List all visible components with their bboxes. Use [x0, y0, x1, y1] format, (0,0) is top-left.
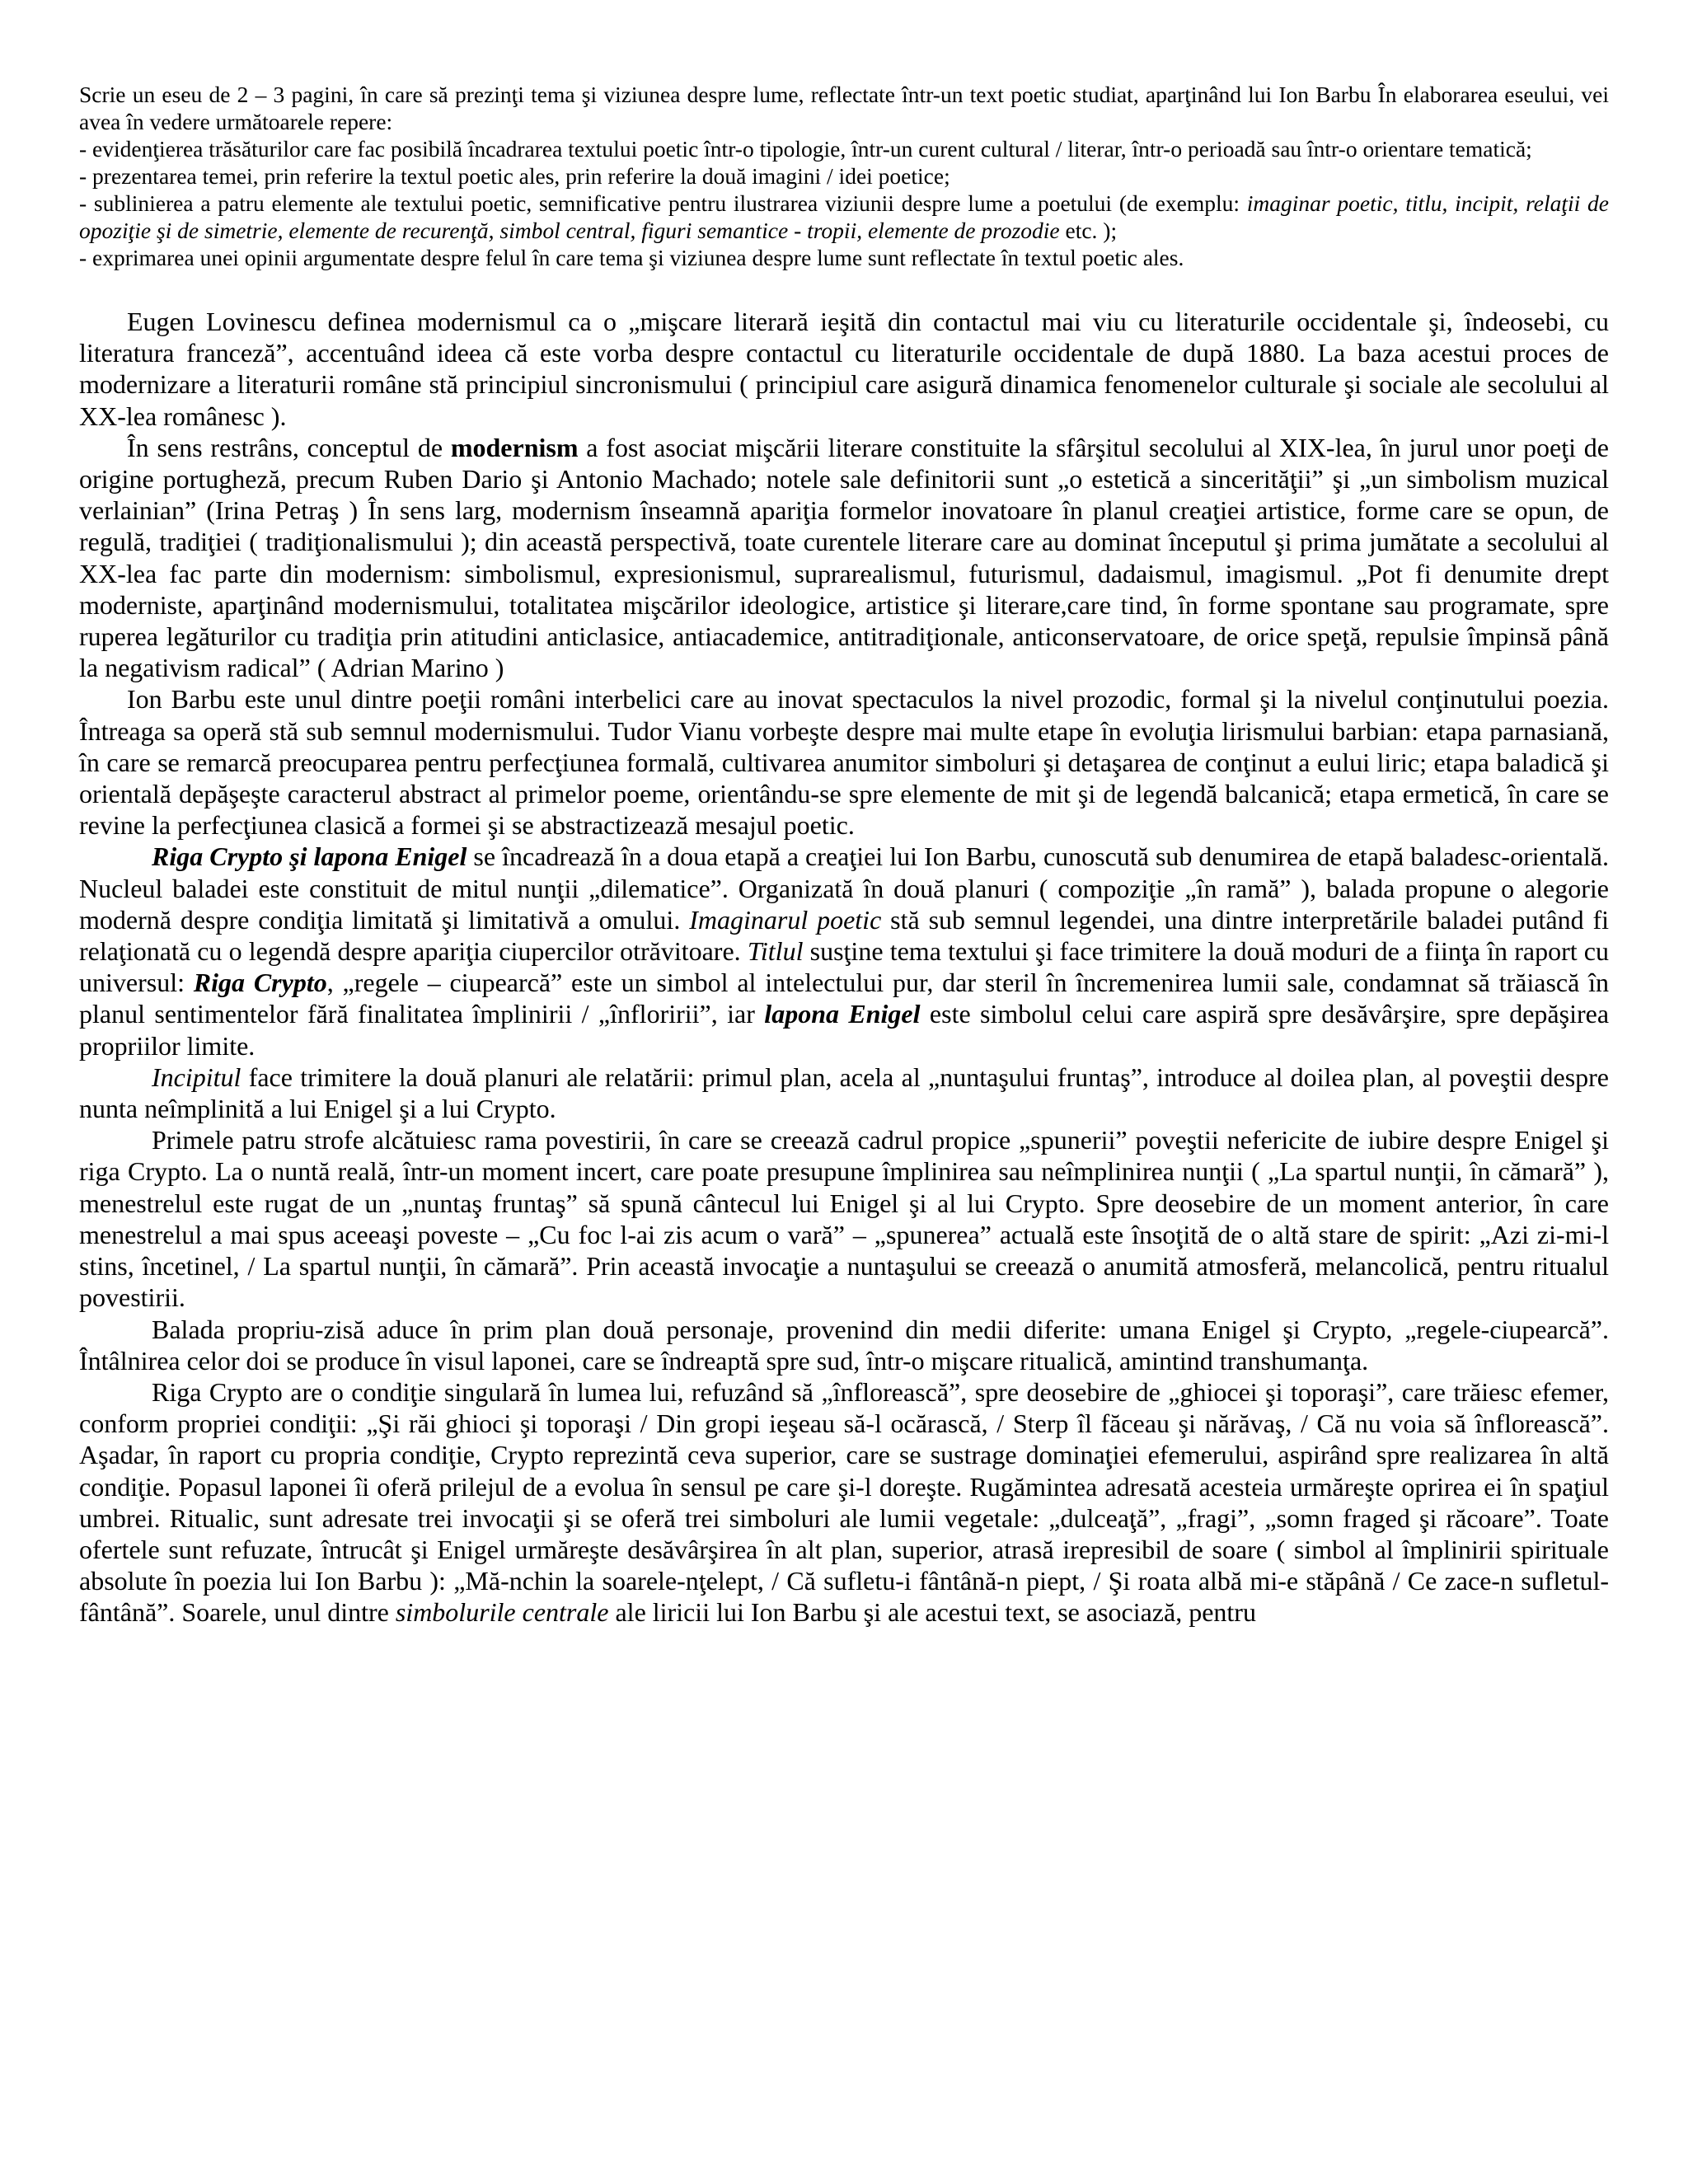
paragraph-4-part-a: se încadrează în a doua etapă a creaţiei lui Ion Barbu, cunoscută sub denumirea de etapă baladesc-orientală. Nucleul baladei este constituit de mitul nunţii „dilematice”. Organizată în două planuri ( compoziţie „în ramă” ), balada propune o alegorie modernă despre condiţia limitată şi limitativă a omului. [79, 841, 1610, 935]
modernism-term: modernism [450, 432, 579, 462]
paragraph-5 [79, 1062, 1609, 1124]
paragraph-8 [79, 1376, 1609, 1629]
titlul-term: Titlul [747, 936, 804, 967]
paragraph-2 [79, 432, 1609, 684]
essay-body [79, 306, 1609, 1629]
task-item-1: - evidenţierea trăsăturilor care fac posibilă încadrarea textului poetic într-o tipologie, într-un curent cultural / literar, într-o perioadă sau într-o orientare tematică; [79, 136, 1532, 162]
paragraph-5-rest: face trimitere la două planuri ale relatării: primul plan, acela al „nuntaşului fruntaş”, introduce al doilea plan, al poveştii despre nunta neîmplinită a lui Enigel şi a lui Crypto. [79, 1062, 1609, 1124]
task-item-3-examples: imaginar poetic, titlu, incipit, relaţii de opoziţie şi de simetrie, elemente de recurenţă, simbol central, figuri semantice - tropii, elemente de prozodie [79, 190, 1609, 243]
paragraph-7: Balada propriu-zisă aduce în prim plan două personaje, provenind din medii diferite: umana Enigel şi Crypto, „regele-ciupearcă”. Întâlnirea celor doi se produce în visul laponei, care se îndreaptă spre sud, într-o mişcare ritualică, amintind transhumanţa. [79, 1314, 1609, 1376]
poem-title: Riga Crypto şi lapona Enigel [152, 841, 467, 872]
paragraph-2-start: În sens restrâns, conceptul de [127, 432, 451, 462]
riga-crypto-term: Riga Crypto [193, 968, 327, 998]
paragraph-8-part-a: Riga Crypto are o condiţie singulară în lumea lui, refuzând să „înflorească”, spre deosebire de „ghiocei şi toporaşi”, care trăiesc efemer, conform propriei condiţii: „Şi răi ghioci şi toporaşi / Din gropi ieşeau să-l ocărască, / Sterp îl făceau şi nărăvaş, / Că nu voia să înflorească”. Aşadar, în raport cu propria condiţie, Crypto reprezintă ceva superior, care se sustrage dominaţiei efemerului, aspirând spre realizarea în altă condiţie. Popasul laponei îi oferă prilejul de a evolua în sensul pe care şi-l doreşte. Rugămintea adresată acesteia urmăreşte oprirea ei în spaţiul umbrei. Ritualic, sunt adresate trei invocaţii şi se oferă trei simboluri ale lumii vegetale: „dulceaţă”, „fragi”, „somn fraged şi răcoare”. Toate ofertele sunt refuzate, întrucât şi Enigel urmăreşte desăvârşirea în alt plan, superior, atrasă irepresibil de soare ( simbol al împlinirii spirituale absolute în poezia lui Ion Barbu ): „Mă-nchin la soarele-nţelept, / Că sufletu-i fântână-n piept, / Şi roata albă mi-e stăpână / Ce zace-n sufletul-fântână”. Soarele, unul dintre [79, 1376, 1609, 1628]
paragraph-4 [79, 841, 1609, 1061]
paragraph-4-part-d: , „regele – ciupearcă” este un simbol al intelectului pur, dar steril în încremenirea lumii sale, condamnat să trăiască în planul sentimentelor fără finalitatea împlinirii / „înfloririi”, iar [79, 968, 1610, 1029]
paragraph-6: Primele patru strofe alcătuiesc rama povestirii, în care se creează cadrul propice „spunerii” poveştii nefericite de iubire despre Enigel şi riga Crypto. La o nuntă reală, într-un moment incert, care poate presupune împlinirea sau neîmplinirea nunţii ( „La spartul nunţii, în cămară” ), menestrelul este rugat de un „nuntaş fruntaş” să spună cântecul lui Enigel şi al lui Crypto. Spre deosebire de un moment anterior, în care menestrelul a mai spus aceeaşi poveste – „Cu foc l-ai zis acum o vară” – „spunerea” actuală este însoţită de o altă stare de spirit: „Azi zi-mi-l stins, încetinel, / La spartul nunţii, în cămară”. Prin această invocaţie a nuntaşului se creează o anumită atmosferă, melancolică, pentru ritualul povestirii. [79, 1125, 1609, 1313]
paragraph-1: Eugen Lovinescu definea modernismul ca o „mişcare literară ieşită din contactul mai viu cu literaturile occidentale şi, îndeosebi, cu literatura franceză”, accentuând ideea că este vorba despre contactul cu literaturile occidentale de după 1880. La baza acestui proces de modernizare a literaturii române stă principiul sincronismului ( principiul care asigură dinamica fenomenelor culturale şi sociale ale secolului al XX-lea românesc ). [79, 307, 1609, 431]
task-item-3 [79, 190, 1609, 244]
paragraph-3: Ion Barbu este unul dintre poeţii români interbelici care au inovat spectaculos la nivel prozodic, formal şi la nivelul conţinutului poezia. Întreaga sa operă stă sub semnul modernismului. Tudor Vianu vorbeşte despre mai multe etape în evoluţia lirismului barbian: etapa parnasiană, în care se remarcă preocuparea pentru perfecţiunea formală, cultivarea anumitor simboluri şi detaşarea de conţinut a eului liric; etapa baladică şi orientală depăşeşte caracterul abstract al primelor poeme, orientându-se spre elemente de mit şi de legendă balcanică; etapa ermetică, în care se revine la perfecţiunea clasică a formei şi se abstractizează mesajul poetic. [79, 684, 1609, 841]
essay-task [79, 81, 1609, 271]
lapona-enigel-term: lapona Enigel [764, 999, 921, 1029]
paragraph-4-part-c: susţine tema textului şi face trimitere la două moduri de a fiinţa în raport cu universul: [79, 936, 1610, 998]
task-item-3-start: - sublinierea a patru elemente ale textului poetic, semnificative pentru ilustrarea viziunii despre lume a poetului (de exemplu: [79, 190, 1247, 216]
incipit-term: Incipitul [152, 1062, 241, 1092]
task-item-3-end: etc. ); [1059, 218, 1118, 243]
paragraph-2-rest: a fost asociat mişcării literare constituite la sfârşitul secolului al XIX-lea, în jurul unor poeţi de origine portugheză, precum Ruben Dario şi Antonio Machado; notele sale definitorii sunt „o estetică a sincerităţii” şi „un simbolism muzical verlainian” (Irina Petraş ) În sens larg, modernism înseamnă apariţia formelor inovatoare în planul creaţiei artistice, forme care se opun, de regulă, tradiţiei ( tradiţionalismului ); din această perspectivă, toate curentele literare care au dominat începutul şi prima jumătate a secolului al XX-lea fac parte din modernism: simbolismul, expresionismul, suprarealismul, futurismul, dadaismul, imagismul. „Pot fi denumite drept moderniste, aparţinând modernismului, totalitatea mişcărilor ideologice, artistice şi literare,care tind, în forme spontane sau programate, spre ruperea legăturilor cu tradiţia prin atitudini anticlasice, antiacademice, antitradiţionale, anticonservatoare, de orice speţă, repulsie împinsă până la negativism radical” ( Adrian Marino ) [79, 432, 1610, 683]
task-item-2: - prezentarea temei, prin referire la textul poetic ales, prin referire la două imagini / idei poetice; [79, 163, 950, 189]
imaginar-poetic-term: Imaginarul poetic [689, 904, 882, 935]
paragraph-8-part-b: ale liricii lui Ion Barbu şi ale acestui text, se asociază, pentru [608, 1597, 1256, 1628]
simbolurile-centrale-term: simbolurile centrale [395, 1597, 609, 1628]
paragraph-4-part-b: stă sub semnul legendei, una dintre interpretările baladei putând fi relaţionată cu o legendă despre apariţia ciupercilor otrăvitoare. [79, 904, 1610, 967]
task-item-4: - exprimarea unei opinii argumentate despre felul în care tema şi viziunea despre lume sunt reflectate în textul poetic ales. [79, 245, 1184, 270]
paragraph-4-part-e: este simbolul celui care aspiră spre desăvârşire, spre depăşirea propriilor limite. [79, 999, 1610, 1061]
task-intro: Scrie un eseu de 2 – 3 pagini, în care să prezinţi tema şi viziunea despre lume, reflectate într-un text poetic studiat, aparţinând lui Ion Barbu În elaborarea eseului, vei avea în vedere următoarele repere: [79, 82, 1609, 134]
